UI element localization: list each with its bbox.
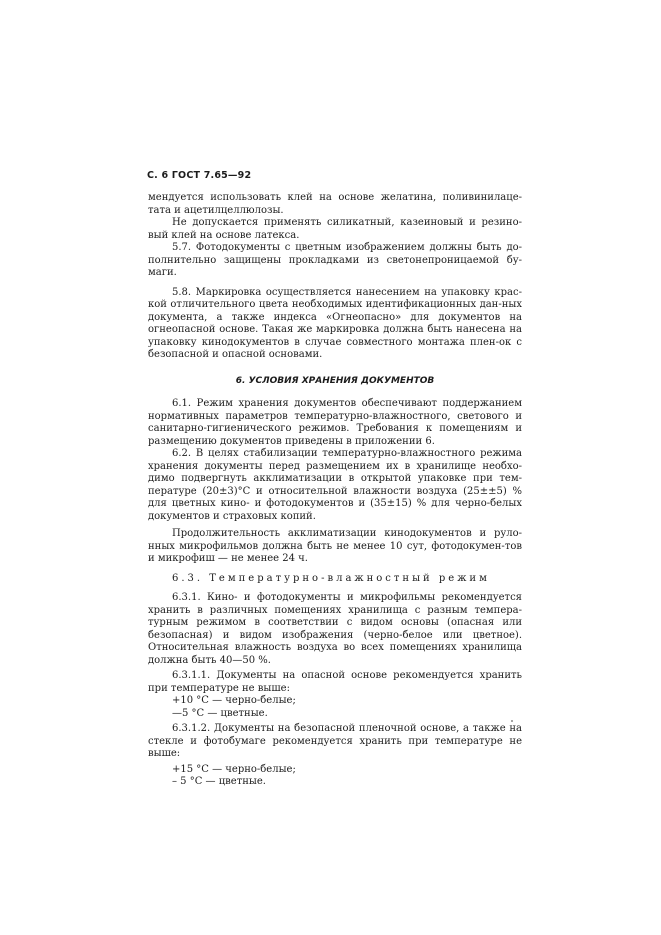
paragraph-continuation: мендуется использовать клей на основе желатина, поливинилаце-тата и ацетилцеллюлозы.: [148, 192, 522, 216]
scan-speck: [511, 720, 513, 722]
list-item-color-unsafe: —5 °С — цветные.: [172, 707, 268, 719]
document-body: [148, 192, 522, 789]
paragraph-5-7: 5.7. Фотодокументы с цветным изображением должны быть до-полнительно защищены прокладками из светонепроницаемой бу-маги.: [148, 242, 522, 278]
list-item-bw-unsafe: +10 °С — черно-белые;: [172, 695, 296, 706]
list-item-bw-safe: +15 °С — черно-белые;: [172, 763, 296, 775]
paragraph-glue-restriction: Не допускается применять силикатный, казеиновый и резино-вый клей на основе латекса.: [148, 217, 522, 241]
paragraph-6-3-1-2: 6.3.1.2. Документы на безопасной пленочной основе, а также на стекле и фотобумаге рекомендуется хранить при температуре не выше:: [148, 723, 522, 759]
paragraph-6-3-1: 6.3.1. Кино- и фотодокументы и микрофильмы рекомендуется хранить в различных помещениях хранилища с разным темпера-турным режимом в соответствии с видом основы (опасная или безопасная) и видом изображения (черно-белое или цветное). Относительная влажность воздуха во всех помещениях хранилища должна быть 40—50 %.: [148, 592, 522, 666]
list-item-color-safe: – 5 °С — цветные.: [172, 776, 266, 787]
paragraph-acclimatization: Продолжительность акклиматизации кинодокументов и руло-нных микрофильмов должна быть не менее 10 сут, фотодокумен-тов и микрофиш — не менее 24 ч.: [148, 528, 522, 564]
paragraph-5-8: 5.8. Маркировка осуществляется нанесением на упаковку крас-кой отличительного цвета необходимых идентификационных дан-ных документа, а также индекса «Огнеопасно» для документов на огнеопасной основе. Такая же маркировка должна быть нанесена на упаковку кинодокументов в случае совместного монтажа плен-ок с безопасной и опасной основами.: [148, 286, 522, 360]
paragraph-6-3-1-1: 6.3.1.1. Документы на опасной основе рекомендуется хранить при температуре не выше:: [148, 670, 522, 694]
section-heading-6: 6. УСЛОВИЯ ХРАНЕНИЯ ДОКУМЕНТОВ: [235, 375, 435, 386]
paragraph-6-1: 6.1. Режим хранения документов обеспечивают поддержанием нормативных параметров температурно-влажностного, светового и санитарно-гигиенического режимов. Требования к помещениям и размещению документов приведены в приложении 6.: [148, 398, 522, 447]
paragraph-6-2: 6.2. В целях стабилизации температурно-влажностного режима хранения документы перед размещением их в хранилище необхо-димо подвергнуть акклиматизации в открытой упаковке при тем-пературе (20±3)°С и относительной влажности воздуха (25±±5) % для цветных кино- и фотодокументов и (35±15) % для черно-белых документов и страховых копий.: [148, 448, 522, 522]
subheading-6-3: 6.3. Температурно-влажностный режим: [172, 572, 490, 584]
page-header: С. 6 ГОСТ 7.65—92: [147, 170, 252, 181]
